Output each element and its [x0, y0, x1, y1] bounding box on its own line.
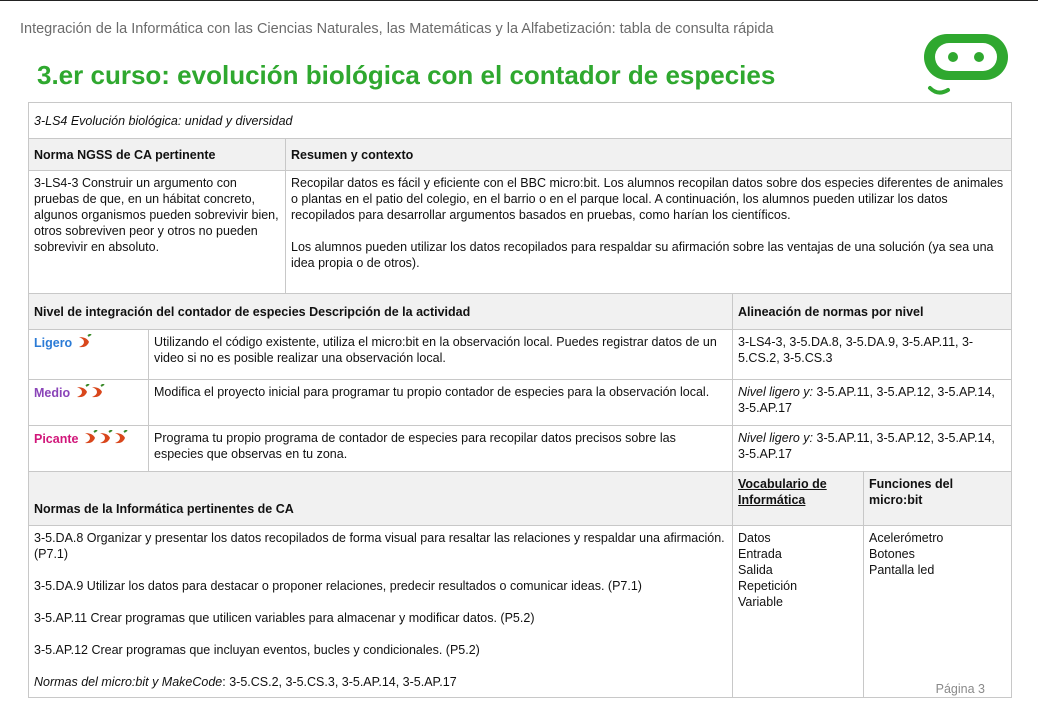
cs-standard: 3-5.DA.9 Utilizar los datos para destacar o proponer relaciones, predecir resultados o comunicar ideas. (P7.1) — [34, 579, 642, 593]
reference-table — [28, 102, 1012, 698]
vocab-item: Salida — [738, 563, 773, 577]
level-name-cell — [29, 330, 149, 380]
alignment-standards: 3-LS4-3, 3-5.DA.8, 3-5.DA.9, 3-5.AP.11, 3-5.CS.2, 3-5.CS.3 — [738, 335, 974, 365]
top-rule — [0, 0, 1038, 1]
makecode-list: : 3-5.CS.2, 3-5.CS.3, 3-5.AP.14, 3-5.AP.17 — [222, 675, 457, 689]
level-row-ligero — [29, 330, 1012, 380]
level-row-medio — [29, 380, 1012, 426]
cs-standard: 3-5.DA.8 Organizar y presentar los datos recopilados de forma visual para resaltar las relaciones y respaldar una afirmación. (P7.1) — [34, 531, 725, 561]
pepper-icon — [74, 384, 106, 404]
level-name-cell — [29, 380, 149, 426]
vocab-item: Entrada — [738, 547, 782, 561]
microbit-logo — [918, 28, 1014, 100]
alignment-header: Alineación de normas por nivel — [733, 294, 1012, 330]
alignment-prefix: Nivel ligero y: — [738, 431, 814, 445]
alignment-standards: 3-5.AP.11, 3-5.AP.12, 3-5.AP.14, 3-5.AP.17 — [738, 385, 995, 415]
level-header: Nivel de integración del contador de especies Descripción de la actividad — [29, 294, 733, 330]
cs-standard: 3-5.AP.12 Crear programas que incluyan eventos, bucles y condicionales. (P5.2) — [34, 643, 480, 657]
level-alignment — [733, 426, 1012, 472]
summary-paragraph-2: Los alumnos pueden utilizar los datos recopilados para respaldar su afirmación sobre las ventajas de una solución (ya sea una idea propia o de otros). — [291, 240, 994, 270]
function-item: Botones — [869, 547, 915, 561]
makecode-standards — [34, 674, 726, 690]
level-description: Utilizando el código existente, utiliza el micro:bit en la observación local. Puedes registrar datos de un video si no es posible realizar una observación local. — [149, 330, 733, 380]
level-name: Picante — [34, 432, 79, 446]
alignment-prefix: Nivel ligero y: — [738, 385, 814, 399]
summary-context — [286, 171, 1012, 294]
function-item: Acelerómetro — [869, 531, 944, 545]
summary-paragraph-1: Recopilar datos es fácil y eficiente con el BBC micro:bit. Los alumnos recopilan datos sobre dos especies diferentes de animales o plantas en el patio del colegio, en el barrio o en el parque local. A continuación, los alumnos pueden utilizar los datos recopilados para desarrollar argumentos basados en pruebas, como harían los científicos. — [291, 176, 1004, 222]
pepper-icon — [82, 430, 130, 450]
functions-header: Funciones del micro:bit — [864, 472, 1012, 526]
vocab-item: Datos — [738, 531, 771, 545]
level-description: Modifica el proyecto inicial para programar tu propio contador de especies para la observación local. — [149, 380, 733, 426]
function-item: Pantalla led — [869, 563, 935, 577]
cs-standards-header: Normas de la Informática pertinentes de CA — [29, 472, 733, 526]
level-row-picante — [29, 426, 1012, 472]
summary-header: Resumen y contexto — [286, 139, 1012, 171]
ngss-standard: 3-LS4-3 Construir un argumento con pruebas de que, en un hábitat concreto, algunos organismos pueden sobrevivir bien, otros sobreviven peor y otros no pueden sobrevivir en absoluto. — [29, 171, 286, 294]
functions-list — [864, 526, 1012, 698]
level-name: Ligero — [34, 336, 73, 350]
ngss-header: Norma NGSS de CA pertinente — [29, 139, 286, 171]
vocab-item: Variable — [738, 595, 783, 609]
cs-standards-list — [29, 526, 733, 698]
level-alignment — [733, 330, 1012, 380]
level-alignment — [733, 380, 1012, 426]
page-number: Página 3 — [935, 682, 985, 696]
section-title: 3-LS4 Evolución biológica: unidad y diversidad — [29, 103, 1012, 139]
cs-standard: 3-5.AP.11 Crear programas que utilicen variables para almacenar y modificar datos. (P5.2) — [34, 611, 535, 625]
vocab-header-label: Vocabulario de Informática — [738, 477, 827, 507]
vocab-item: Repetición — [738, 579, 798, 593]
level-name: Medio — [34, 386, 71, 400]
level-name-cell — [29, 426, 149, 472]
vocab-header — [733, 472, 864, 526]
alignment-standards: 3-5.AP.11, 3-5.AP.12, 3-5.AP.14, 3-5.AP.17 — [738, 431, 995, 461]
pepper-icon — [76, 334, 92, 354]
vocab-list — [733, 526, 864, 698]
document-title: Integración de la Informática con las Ciencias Naturales, las Matemáticas y la Alfabetización: tabla de consulta rápida — [20, 21, 774, 37]
level-description: Programa tu propio programa de contador de especies para recopilar datos precisos sobre las especies que observas en tu zona. — [149, 426, 733, 472]
makecode-prefix: Normas del micro:bit y MakeCode — [34, 675, 223, 689]
page-title: 3.er curso: evolución biológica con el contador de especies — [37, 60, 776, 90]
